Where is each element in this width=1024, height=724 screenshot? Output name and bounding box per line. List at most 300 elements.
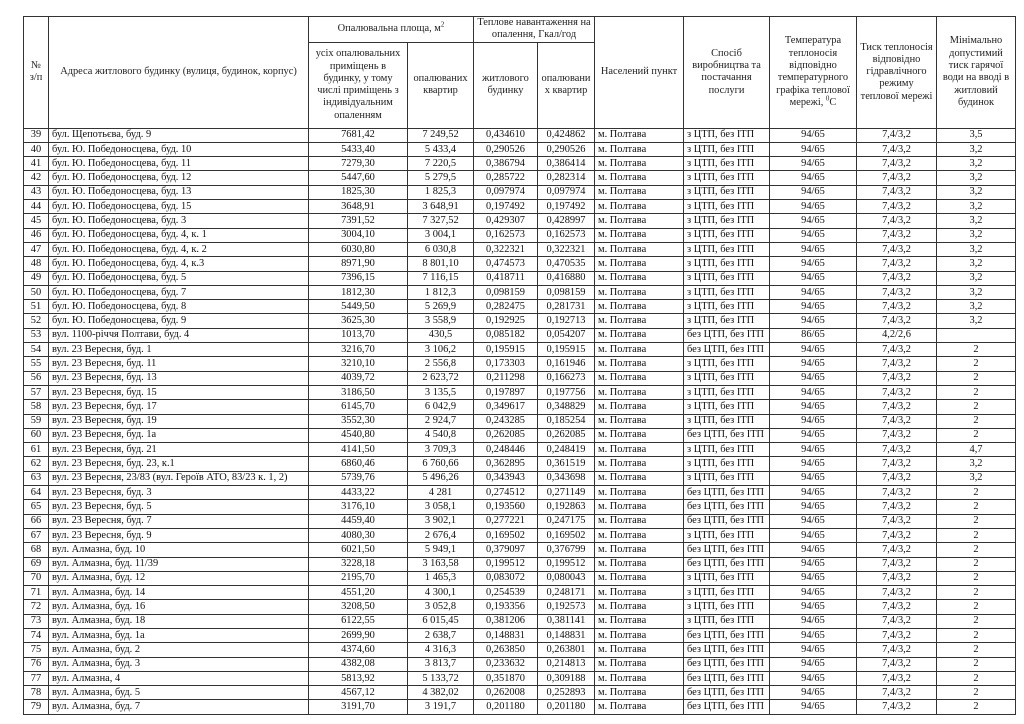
row-supply-method: з ЦТП, без ІТП: [684, 271, 770, 285]
table-row: [24, 185, 1016, 199]
row-address: вул. Алмазна, буд. 12: [49, 571, 309, 585]
row-load-flats: 0,343698: [538, 471, 595, 485]
row-area-flats: 4 316,3: [408, 643, 474, 657]
row-load-flats: 0,386414: [538, 157, 595, 171]
row-load-flats: 0,248419: [538, 443, 595, 457]
row-area-flats: 5 133,72: [408, 671, 474, 685]
row-temperature: 94/65: [770, 371, 857, 385]
row-load-building: 0,193560: [474, 500, 538, 514]
row-supply-method: з ЦТП, без ІТП: [684, 128, 770, 142]
row-area-flats: 4 281: [408, 486, 474, 500]
row-pressure: 7,4/3,2: [857, 357, 937, 371]
row-supply-method: з ЦТП, без ІТП: [684, 400, 770, 414]
row-settlement: м. Полтава: [595, 686, 684, 700]
row-settlement: м. Полтава: [595, 657, 684, 671]
row-temperature: 94/65: [770, 343, 857, 357]
row-area-flats: 3 106,2: [408, 343, 474, 357]
row-settlement: м. Полтава: [595, 343, 684, 357]
row-pressure: 7,4/3,2: [857, 671, 937, 685]
table-body: [24, 128, 1016, 714]
row-load-flats: 0,290526: [538, 142, 595, 156]
table-row: [24, 343, 1016, 357]
row-temperature: 94/65: [770, 428, 857, 442]
row-area-flats: 6 760,66: [408, 457, 474, 471]
row-area-total: 3648,91: [309, 200, 408, 214]
table-row: [24, 500, 1016, 514]
table-row: [24, 528, 1016, 542]
row-number: 39: [24, 128, 49, 142]
row-pressure: 7,4/3,2: [857, 500, 937, 514]
row-area-total: 4433,22: [309, 486, 408, 500]
header-min-pressure: Мінімально допустимий тиск гарячої води на вводі в житловий будинок: [937, 17, 1016, 129]
table-row: [24, 257, 1016, 271]
row-load-flats: 0,248171: [538, 586, 595, 600]
row-load-building: 0,386794: [474, 157, 538, 171]
row-settlement: м. Полтава: [595, 514, 684, 528]
row-load-building: 0,197897: [474, 385, 538, 399]
row-load-building: 0,162573: [474, 228, 538, 242]
row-pressure: 7,4/3,2: [857, 343, 937, 357]
row-number: 68: [24, 543, 49, 557]
row-settlement: м. Полтава: [595, 700, 684, 714]
row-address: вул. 23 Вересня, 23/83 (вул. Героїв АТО, 83/23 к. 1, 2): [49, 471, 309, 485]
row-supply-method: з ЦТП, без ІТП: [684, 242, 770, 256]
row-address: вул. Алмазна, буд. 14: [49, 586, 309, 600]
row-number: 40: [24, 142, 49, 156]
table-row: [24, 457, 1016, 471]
row-temperature: 94/65: [770, 214, 857, 228]
row-load-flats: 0,282314: [538, 171, 595, 185]
table-row: [24, 328, 1016, 342]
row-load-building: 0,322321: [474, 242, 538, 256]
row-address: бул. Ю. Победоносцева, буд. 11: [49, 157, 309, 171]
row-load-flats: 0,247175: [538, 514, 595, 528]
table-row: [24, 486, 1016, 500]
row-area-flats: 6 042,9: [408, 400, 474, 414]
row-load-building: 0,434610: [474, 128, 538, 142]
row-area-total: 5813,92: [309, 671, 408, 685]
row-address: вул. 23 Вересня, буд. 15: [49, 385, 309, 399]
row-number: 66: [24, 514, 49, 528]
row-temperature: 94/65: [770, 142, 857, 156]
row-area-total: 3176,10: [309, 500, 408, 514]
row-temperature: 94/65: [770, 385, 857, 399]
row-pressure: 7,4/3,2: [857, 385, 937, 399]
row-area-total: 4382,08: [309, 657, 408, 671]
row-load-flats: 0,054207: [538, 328, 595, 342]
row-area-total: 3186,50: [309, 385, 408, 399]
row-address: бул. Ю. Победоносцева, буд. 5: [49, 271, 309, 285]
row-area-flats: 3 052,8: [408, 600, 474, 614]
row-address: вул. Алмазна, буд. 3: [49, 657, 309, 671]
row-supply-method: без ЦТП, без ІТП: [684, 671, 770, 685]
row-settlement: м. Полтава: [595, 285, 684, 299]
row-number: 56: [24, 371, 49, 385]
table-row: [24, 557, 1016, 571]
row-pressure: 7,4/3,2: [857, 514, 937, 528]
table-row: [24, 571, 1016, 585]
row-min-pressure: 3,2: [937, 185, 1016, 199]
row-address: вул. 23 Вересня, буд. 21: [49, 443, 309, 457]
row-temperature: 94/65: [770, 514, 857, 528]
row-load-building: 0,282475: [474, 300, 538, 314]
row-load-flats: 0,252893: [538, 686, 595, 700]
row-area-total: 3004,10: [309, 228, 408, 242]
row-pressure: 7,4/3,2: [857, 128, 937, 142]
row-min-pressure: 2: [937, 700, 1016, 714]
row-area-flats: 7 327,52: [408, 214, 474, 228]
table-row: [24, 700, 1016, 714]
row-temperature: 94/65: [770, 571, 857, 585]
row-address: вул. Алмазна, буд. 1а: [49, 628, 309, 642]
row-min-pressure: 2: [937, 628, 1016, 642]
header-address: Адреса житлового будинку (вулиця, будинок, корпус): [49, 17, 309, 129]
row-pressure: 7,4/3,2: [857, 200, 937, 214]
row-pressure: 7,4/3,2: [857, 457, 937, 471]
row-temperature: 94/65: [770, 285, 857, 299]
row-address: вул. 23 Вересня, буд. 23, к.1: [49, 457, 309, 471]
row-area-total: 8971,90: [309, 257, 408, 271]
row-address: вул. 23 Вересня, буд. 7: [49, 514, 309, 528]
row-pressure: 7,4/3,2: [857, 614, 937, 628]
row-area-total: 1013,70: [309, 328, 408, 342]
row-area-flats: 3 058,1: [408, 500, 474, 514]
row-area-total: 7279,30: [309, 157, 408, 171]
row-supply-method: з ЦТП, без ІТП: [684, 357, 770, 371]
row-settlement: м. Полтава: [595, 457, 684, 471]
row-number: 48: [24, 257, 49, 271]
row-area-flats: 5 269,9: [408, 300, 474, 314]
row-area-total: 4567,12: [309, 686, 408, 700]
row-area-flats: 2 556,8: [408, 357, 474, 371]
row-address: бул. Ю. Победоносцева, буд. 12: [49, 171, 309, 185]
row-pressure: 7,4/3,2: [857, 214, 937, 228]
row-temperature: 94/65: [770, 357, 857, 371]
row-area-total: 5739,76: [309, 471, 408, 485]
row-area-flats: 4 540,8: [408, 428, 474, 442]
table-row: [24, 586, 1016, 600]
row-area-flats: 3 648,91: [408, 200, 474, 214]
row-load-flats: 0,271149: [538, 486, 595, 500]
row-load-building: 0,193356: [474, 600, 538, 614]
row-address: бул. Щепотьєва, буд. 9: [49, 128, 309, 142]
row-number: 57: [24, 385, 49, 399]
row-address: вул. 23 Вересня, буд. 1а: [49, 428, 309, 442]
header-heat-load-flats: опалювани х квартир: [538, 42, 595, 128]
row-area-total: 3191,70: [309, 700, 408, 714]
row-supply-method: з ЦТП, без ІТП: [684, 371, 770, 385]
row-area-flats: 3 709,3: [408, 443, 474, 457]
table-row: [24, 357, 1016, 371]
row-settlement: м. Полтава: [595, 157, 684, 171]
row-address: вул. 23 Вересня, буд. 13: [49, 371, 309, 385]
row-temperature: 94/65: [770, 300, 857, 314]
row-load-flats: 0,169502: [538, 528, 595, 542]
row-address: бул. Ю. Победоносцева, буд. 9: [49, 314, 309, 328]
row-load-flats: 0,470535: [538, 257, 595, 271]
row-load-flats: 0,348829: [538, 400, 595, 414]
row-load-building: 0,362895: [474, 457, 538, 471]
header-supply-method: Спосіб виробництва та постачання послуги: [684, 17, 770, 129]
row-number: 64: [24, 486, 49, 500]
row-pressure: 7,4/3,2: [857, 428, 937, 442]
row-supply-method: без ЦТП, без ІТП: [684, 500, 770, 514]
row-min-pressure: 2: [937, 514, 1016, 528]
row-load-flats: 0,192713: [538, 314, 595, 328]
row-area-total: 3210,10: [309, 357, 408, 371]
row-area-flats: 3 135,5: [408, 385, 474, 399]
row-pressure: 7,4/3,2: [857, 600, 937, 614]
row-pressure: 4,2/2,6: [857, 328, 937, 342]
row-settlement: м. Полтава: [595, 543, 684, 557]
temperature-label: Температура теплоносія відповідно температурного графіка теплової мережі,: [776, 35, 850, 108]
row-temperature: 94/65: [770, 228, 857, 242]
row-area-total: 3552,30: [309, 414, 408, 428]
row-area-total: 6145,70: [309, 400, 408, 414]
row-load-building: 0,248446: [474, 443, 538, 457]
header-pressure: Тиск теплоносія відповідно гідравлічного режиму теплової мережі: [857, 17, 937, 129]
row-load-building: 0,085182: [474, 328, 538, 342]
row-area-total: 1825,30: [309, 185, 408, 199]
row-settlement: м. Полтава: [595, 271, 684, 285]
row-number: 45: [24, 214, 49, 228]
row-pressure: 7,4/3,2: [857, 443, 937, 457]
row-area-flats: 3 163,58: [408, 557, 474, 571]
row-settlement: м. Полтава: [595, 142, 684, 156]
row-settlement: м. Полтава: [595, 314, 684, 328]
row-temperature: 94/65: [770, 543, 857, 557]
row-area-total: 6860,46: [309, 457, 408, 471]
row-min-pressure: 2: [937, 543, 1016, 557]
row-supply-method: з ЦТП, без ІТП: [684, 171, 770, 185]
row-pressure: 7,4/3,2: [857, 586, 937, 600]
row-min-pressure: [937, 328, 1016, 342]
row-address: вул. Алмазна, буд. 5: [49, 686, 309, 700]
row-number: 42: [24, 171, 49, 185]
row-area-flats: 6 015,45: [408, 614, 474, 628]
row-temperature: 94/65: [770, 443, 857, 457]
row-temperature: 94/65: [770, 686, 857, 700]
row-number: 65: [24, 500, 49, 514]
table-row: [24, 443, 1016, 457]
row-area-flats: 5 949,1: [408, 543, 474, 557]
row-address: бул. Ю. Победоносцева, буд. 7: [49, 285, 309, 299]
row-load-building: 0,349617: [474, 400, 538, 414]
row-pressure: 7,4/3,2: [857, 571, 937, 585]
row-settlement: м. Полтава: [595, 242, 684, 256]
row-load-flats: 0,161946: [538, 357, 595, 371]
row-min-pressure: 2: [937, 600, 1016, 614]
row-number: 46: [24, 228, 49, 242]
row-number: 75: [24, 643, 49, 657]
row-load-flats: 0,381141: [538, 614, 595, 628]
row-pressure: 7,4/3,2: [857, 242, 937, 256]
row-settlement: м. Полтава: [595, 628, 684, 642]
row-area-total: 4039,72: [309, 371, 408, 385]
row-temperature: 94/65: [770, 128, 857, 142]
row-temperature: 86/65: [770, 328, 857, 342]
row-address: бул. Ю. Победоносцева, буд. 4, к.3: [49, 257, 309, 271]
row-load-building: 0,474573: [474, 257, 538, 271]
heated-area-label: Опалювальна площа, м: [337, 23, 441, 35]
row-address: вул. 23 Вересня, буд. 19: [49, 414, 309, 428]
row-supply-method: без ЦТП, без ІТП: [684, 514, 770, 528]
row-number: 71: [24, 586, 49, 600]
row-area-total: 3625,30: [309, 314, 408, 328]
row-temperature: 94/65: [770, 671, 857, 685]
row-load-building: 0,262008: [474, 686, 538, 700]
row-number: 69: [24, 557, 49, 571]
row-load-building: 0,262085: [474, 428, 538, 442]
row-load-building: 0,254539: [474, 586, 538, 600]
row-min-pressure: 3,5: [937, 128, 1016, 142]
row-load-building: 0,290526: [474, 142, 538, 156]
table-row: [24, 228, 1016, 242]
header-number: № з/п: [24, 17, 49, 129]
row-temperature: 94/65: [770, 271, 857, 285]
row-load-building: 0,429307: [474, 214, 538, 228]
row-load-flats: 0,162573: [538, 228, 595, 242]
row-settlement: м. Полтава: [595, 571, 684, 585]
row-supply-method: з ЦТП, без ІТП: [684, 471, 770, 485]
row-area-total: 7396,15: [309, 271, 408, 285]
row-area-total: 2699,90: [309, 628, 408, 642]
row-number: 55: [24, 357, 49, 371]
header-heated-area-total: усіх опалювальних приміщень в будинку, у тому числі приміщень з індивідуальним опаленням: [309, 42, 408, 128]
row-load-building: 0,274512: [474, 486, 538, 500]
row-number: 73: [24, 614, 49, 628]
row-load-building: 0,083072: [474, 571, 538, 585]
row-settlement: м. Полтава: [595, 528, 684, 542]
row-load-building: 0,351870: [474, 671, 538, 685]
row-pressure: 7,4/3,2: [857, 371, 937, 385]
row-number: 47: [24, 242, 49, 256]
row-supply-method: з ЦТП, без ІТП: [684, 443, 770, 457]
row-min-pressure: 3,2: [937, 257, 1016, 271]
row-load-building: 0,233632: [474, 657, 538, 671]
row-area-flats: 5 279,5: [408, 171, 474, 185]
row-load-building: 0,277221: [474, 514, 538, 528]
table-row: [24, 471, 1016, 485]
row-settlement: м. Полтава: [595, 671, 684, 685]
row-area-total: 7391,52: [309, 214, 408, 228]
table-row: [24, 686, 1016, 700]
row-min-pressure: 2: [937, 500, 1016, 514]
row-load-flats: 0,376799: [538, 543, 595, 557]
header-heated-area-flats: опалюваних квартир: [408, 42, 474, 128]
row-temperature: 94/65: [770, 257, 857, 271]
heating-buildings-table: [23, 16, 1016, 715]
header-heat-load-building: житлового будинку: [474, 42, 538, 128]
row-pressure: 7,4/3,2: [857, 557, 937, 571]
row-load-flats: 0,192573: [538, 600, 595, 614]
row-number: 59: [24, 414, 49, 428]
row-supply-method: з ЦТП, без ІТП: [684, 385, 770, 399]
row-area-flats: 6 030,8: [408, 242, 474, 256]
row-settlement: м. Полтава: [595, 500, 684, 514]
row-settlement: м. Полтава: [595, 300, 684, 314]
row-pressure: 7,4/3,2: [857, 157, 937, 171]
row-temperature: 94/65: [770, 614, 857, 628]
row-area-total: 3208,50: [309, 600, 408, 614]
row-pressure: 7,4/3,2: [857, 657, 937, 671]
header-settlement: Населений пункт: [595, 17, 684, 129]
row-supply-method: з ЦТП, без ІТП: [684, 285, 770, 299]
row-settlement: м. Полтава: [595, 171, 684, 185]
row-number: 77: [24, 671, 49, 685]
row-pressure: 7,4/3,2: [857, 228, 937, 242]
row-settlement: м. Полтава: [595, 557, 684, 571]
table-row: [24, 628, 1016, 642]
row-min-pressure: 2: [937, 371, 1016, 385]
table-row: [24, 171, 1016, 185]
row-load-flats: 0,192863: [538, 500, 595, 514]
row-load-building: 0,199512: [474, 557, 538, 571]
row-settlement: м. Полтава: [595, 614, 684, 628]
row-area-total: 4374,60: [309, 643, 408, 657]
row-area-flats: 7 249,52: [408, 128, 474, 142]
row-number: 58: [24, 400, 49, 414]
row-number: 53: [24, 328, 49, 342]
row-load-flats: 0,201180: [538, 700, 595, 714]
row-supply-method: без ЦТП, без ІТП: [684, 343, 770, 357]
table-row: [24, 671, 1016, 685]
row-temperature: 94/65: [770, 314, 857, 328]
table-row: [24, 614, 1016, 628]
row-area-total: 4080,30: [309, 528, 408, 542]
row-supply-method: без ЦТП, без ІТП: [684, 657, 770, 671]
row-settlement: м. Полтава: [595, 428, 684, 442]
row-supply-method: без ЦТП, без ІТП: [684, 428, 770, 442]
row-area-total: 5433,40: [309, 142, 408, 156]
row-load-building: 0,263850: [474, 643, 538, 657]
table-row: [24, 657, 1016, 671]
row-address: бул. Ю. Победоносцева, буд. 8: [49, 300, 309, 314]
row-area-flats: 4 382,02: [408, 686, 474, 700]
row-min-pressure: 3,2: [937, 314, 1016, 328]
row-load-building: 0,098159: [474, 285, 538, 299]
row-supply-method: з ЦТП, без ІТП: [684, 528, 770, 542]
row-load-building: 0,243285: [474, 414, 538, 428]
table-row: [24, 157, 1016, 171]
row-number: 76: [24, 657, 49, 671]
row-pressure: 7,4/3,2: [857, 185, 937, 199]
row-settlement: м. Полтава: [595, 371, 684, 385]
row-temperature: 94/65: [770, 528, 857, 542]
row-settlement: м. Полтава: [595, 586, 684, 600]
row-pressure: 7,4/3,2: [857, 543, 937, 557]
row-settlement: м. Полтава: [595, 486, 684, 500]
row-pressure: 7,4/3,2: [857, 271, 937, 285]
row-supply-method: з ЦТП, без ІТП: [684, 457, 770, 471]
row-settlement: м. Полтава: [595, 214, 684, 228]
row-min-pressure: 2: [937, 643, 1016, 657]
row-pressure: 7,4/3,2: [857, 528, 937, 542]
row-min-pressure: 4,7: [937, 443, 1016, 457]
row-supply-method: без ЦТП, без ІТП: [684, 700, 770, 714]
row-address: вул. 23 Вересня, буд. 17: [49, 400, 309, 414]
row-area-total: 5447,60: [309, 171, 408, 185]
row-load-flats: 0,080043: [538, 571, 595, 585]
row-area-flats: 3 191,7: [408, 700, 474, 714]
row-pressure: 7,4/3,2: [857, 300, 937, 314]
row-min-pressure: 3,2: [937, 157, 1016, 171]
row-temperature: 94/65: [770, 171, 857, 185]
row-load-flats: 0,185254: [538, 414, 595, 428]
row-area-flats: 1 812,3: [408, 285, 474, 299]
row-load-flats: 0,322321: [538, 242, 595, 256]
row-address: бул. Ю. Победоносцева, буд. 4, к. 1: [49, 228, 309, 242]
